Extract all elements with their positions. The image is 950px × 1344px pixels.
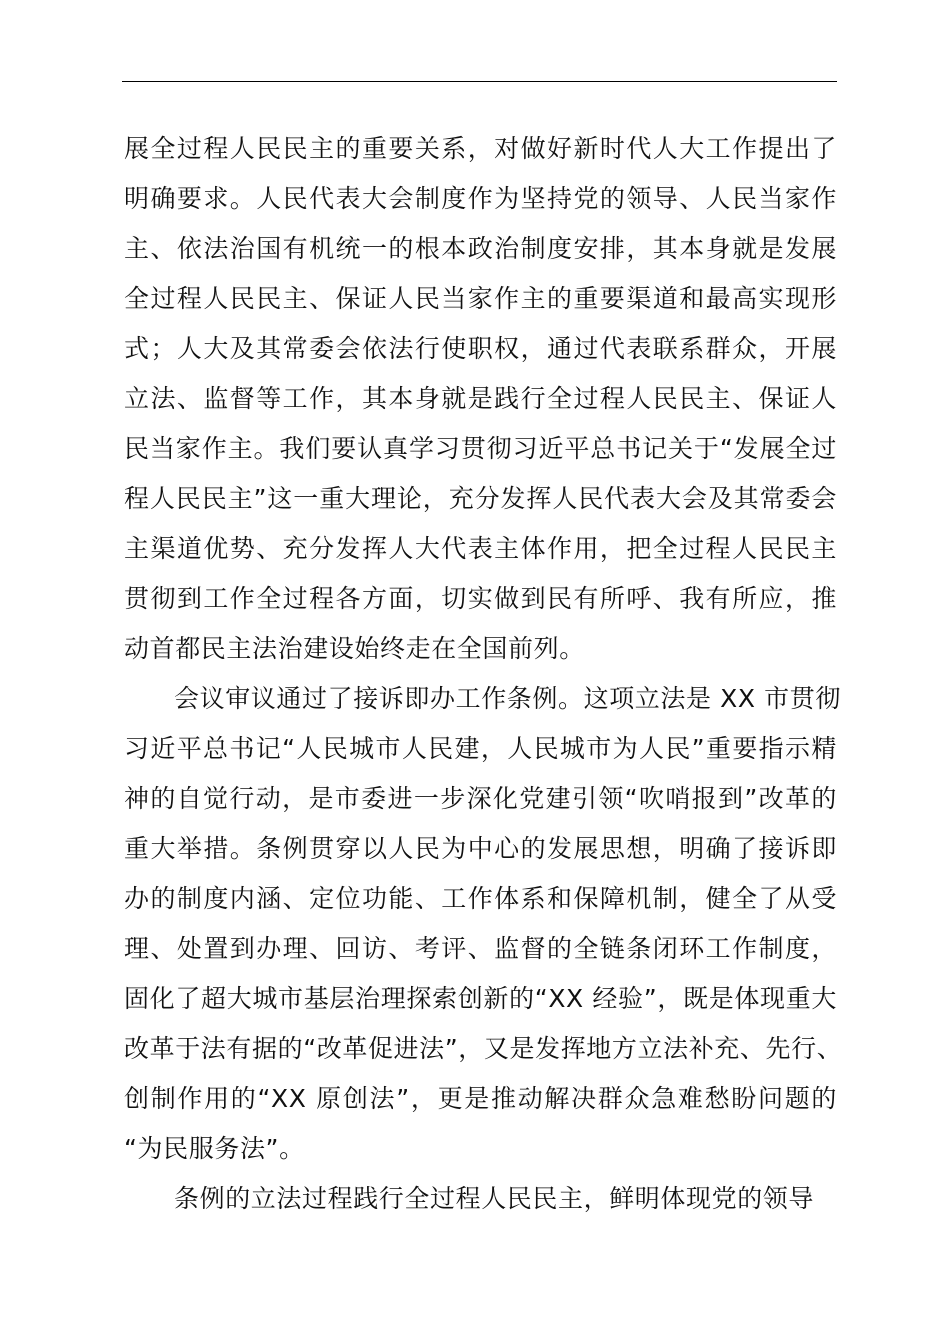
text-line: 立法、监督等工作，其本身就是践行全过程人民民主、保证人	[124, 384, 837, 413]
text-line: 固化了超大城市基层治理探索创新的“XX 经验”，既是体现重大	[124, 984, 837, 1013]
text-line: 全过程人民民主、保证人民当家作主的重要渠道和最高实现形	[124, 284, 837, 313]
document-body	[124, 124, 843, 1224]
text-line: 改革于法有据的“改革促进法”，又是发挥地方立法补充、先行、	[124, 1034, 843, 1063]
text-line: 理、处置到办理、回访、考评、监督的全链条闭环工作制度，	[124, 934, 837, 963]
text-line: 神的自觉行动，是市委进一步深化党建引领“吹哨报到”改革的	[124, 784, 837, 813]
text-line: 办的制度内涵、定位功能、工作体系和保障机制，健全了从受	[124, 884, 837, 913]
text-line: 贯彻到工作全过程各方面，切实做到民有所呼、我有所应，推	[124, 584, 837, 613]
text-line: 重大举措。条例贯穿以人民为中心的发展思想，明确了接诉即	[124, 834, 837, 863]
text-line: 主渠道优势、充分发挥人大代表主体作用，把全过程人民民主	[124, 534, 837, 563]
text-line: “为民服务法”。	[124, 1134, 305, 1163]
text-line: 会议审议通过了接诉即办工作条例。这项立法是 XX 市贯彻	[174, 684, 841, 713]
paragraph-3	[124, 1174, 837, 1224]
text-line: 主、依法治国有机统一的根本政治制度安排，其本身就是发展	[124, 234, 837, 263]
text-line: 式；人大及其常委会依法行使职权，通过代表联系群众，开展	[124, 334, 837, 363]
paragraph-2	[124, 674, 843, 1174]
text-line: 展全过程人民民主的重要关系，对做好新时代人大工作提出了	[124, 134, 837, 163]
text-line: 创制作用的“XX 原创法”，更是推动解决群众急难愁盼问题的	[124, 1084, 837, 1113]
text-line: 程人民民主”这一重大理论，充分发挥人民代表大会及其常委会	[124, 484, 837, 513]
text-line: 动首都民主法治建设始终走在全国前列。	[124, 634, 585, 663]
text-line: 民当家作主。我们要认真学习贯彻习近平总书记关于“发展全过	[124, 434, 837, 463]
header-rule	[122, 81, 837, 82]
paragraph-1	[124, 124, 837, 674]
text-line: 明确要求。人民代表大会制度作为坚持党的领导、人民当家作	[124, 184, 837, 213]
text-line: 习近平总书记“人民城市人民建，人民城市为人民”重要指示精	[124, 734, 837, 763]
text-line: 条例的立法过程践行全过程人民民主，鲜明体现党的领导	[174, 1184, 815, 1213]
